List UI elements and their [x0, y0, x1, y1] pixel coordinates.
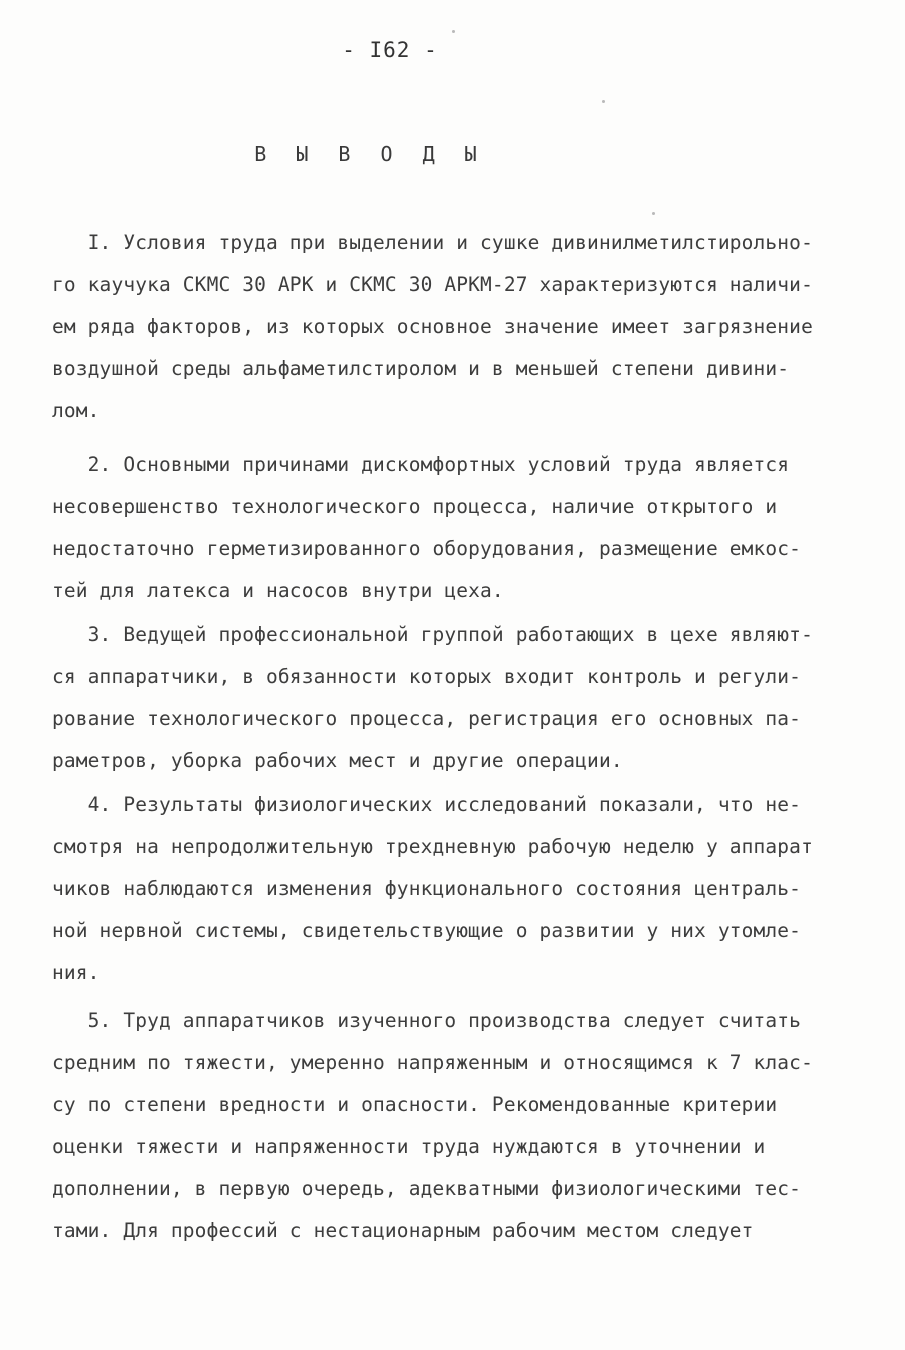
text-line: дополнении, в первую очередь, адекватными физиологическими тес-	[52, 1177, 802, 1200]
text-line: I. Условия труда при выделении и сушке дивинилметилстирольно-	[52, 231, 813, 254]
text-line: лом.	[52, 399, 100, 422]
text-line: воздушной среды альфаметилстиролом и в меньшей степени дивини-	[52, 357, 790, 380]
text-line: чиков наблюдаются изменения функционального состояния централь-	[52, 877, 802, 900]
text-line: несовершенство технологического процесса, наличие открытого и	[52, 495, 778, 518]
text-line: ся аппаратчики, в обязанности которых входит контроль и регули-	[52, 665, 802, 688]
page-number: - I62 -	[342, 38, 438, 62]
text-line: средним по тяжести, умеренно напряженным и относящимся к 7 клас-	[52, 1051, 813, 1074]
text-line: раметров, уборка рабочих мест и другие операции.	[52, 749, 623, 772]
text-line: го каучука СКМС 30 АРК и СКМС 30 АРКМ-27 характеризуются наличи-	[52, 273, 813, 296]
text-line: ем ряда факторов, из которых основное значение имеет загрязнение	[52, 315, 813, 338]
text-line: недостаточно герметизированного оборудования, размещение емкос-	[52, 537, 802, 560]
paper-speck	[602, 100, 605, 103]
text-line: тами. Для профессий с нестационарным рабочим местом следует	[52, 1219, 754, 1242]
conclusion-paragraph-3	[52, 614, 852, 782]
text-line: 5. Труд аппаратчиков изученного производства следует считать	[52, 1009, 802, 1032]
conclusion-paragraph-2	[52, 444, 852, 612]
paper-speck	[452, 30, 455, 33]
conclusion-paragraph-4	[52, 784, 852, 994]
text-line: 4. Результаты физиологических исследований показали, что не-	[52, 793, 802, 816]
text-line: смотря на непродолжительную трехдневную рабочую неделю у аппарат	[52, 835, 813, 858]
section-heading: В Ы В О Д Ы	[254, 142, 486, 166]
conclusion-paragraph-5	[52, 1000, 852, 1252]
text-line: су по степени вредности и опасности. Рекомендованные критерии	[52, 1093, 778, 1116]
paper-speck	[652, 212, 655, 215]
text-line: рование технологического процесса, регистрация его основных па-	[52, 707, 802, 730]
text-line: ния.	[52, 961, 100, 984]
text-line: тей для латекса и насосов внутри цеха.	[52, 579, 504, 602]
text-line: оценки тяжести и напряженности труда нуждаются в уточнении и	[52, 1135, 766, 1158]
text-line: 3. Ведущей профессиональной группой работающих в цехе являют-	[52, 623, 813, 646]
conclusion-paragraph-1	[52, 222, 852, 432]
text-line: 2. Основными причинами дискомфортных условий труда является	[52, 453, 790, 476]
text-line: ной нервной системы, свидетельствующие о развитии у них утомле-	[52, 919, 802, 942]
